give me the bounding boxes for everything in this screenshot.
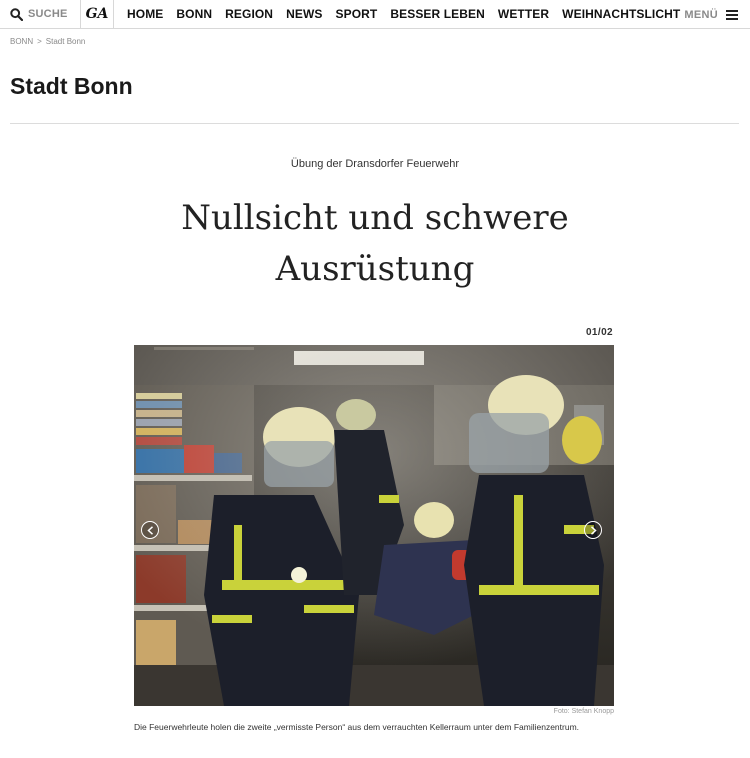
headline-line-2: Ausrüstung	[275, 249, 475, 289]
firefighters-photo	[134, 345, 614, 706]
headline-line-1: Nullsicht und schwere	[181, 198, 569, 238]
photo-caption: Die Feuerwehrleute holen die zweite „vermisste Person“ aus dem verrauchten Kellerraum unter dem Familienzentrum.	[134, 722, 580, 732]
menu-button[interactable]	[684, 0, 738, 29]
nav-region[interactable]: REGION	[225, 7, 274, 21]
search-icon	[10, 8, 23, 21]
chevron-right-icon	[590, 526, 597, 535]
section-title: Stadt Bonn	[10, 73, 133, 99]
breadcrumb-stadt-bonn[interactable]: Stadt Bonn	[45, 37, 86, 46]
top-navigation	[0, 0, 750, 29]
chevron-left-icon	[147, 526, 154, 535]
nav-sport[interactable]: SPORT	[335, 7, 378, 21]
gallery-counter: 01/02	[585, 327, 613, 338]
gallery-prev-button[interactable]	[141, 521, 159, 539]
nav-bonn[interactable]: BONN	[176, 7, 213, 21]
menu-label: MENÜ	[684, 8, 718, 21]
breadcrumb	[10, 37, 85, 46]
gallery-next-button[interactable]	[584, 521, 602, 539]
breadcrumb-bonn[interactable]: BONN	[10, 37, 34, 46]
hamburger-icon	[726, 10, 738, 20]
gallery-image[interactable]	[134, 345, 614, 706]
breadcrumb-separator: >	[37, 37, 42, 46]
main-nav	[114, 0, 680, 29]
divider	[10, 123, 739, 124]
ga-logo[interactable]: GA	[80, 0, 114, 29]
nav-weihnachtslicht[interactable]: WEIHNACHTSLICHT	[562, 7, 681, 21]
nav-wetter[interactable]: WETTER	[497, 7, 550, 21]
photo-credit: Foto: Stefan Knopp	[553, 708, 614, 715]
article-headline	[90, 193, 660, 295]
nav-news[interactable]: NEWS	[286, 7, 323, 21]
article-kicker: Übung der Dransdorfer Feuerwehr	[290, 158, 460, 170]
nav-besser-leben[interactable]: BESSER LEBEN	[390, 7, 485, 21]
search-button[interactable]	[0, 0, 80, 29]
search-label: SUCHE	[28, 8, 68, 20]
nav-home[interactable]: HOME	[127, 7, 164, 21]
